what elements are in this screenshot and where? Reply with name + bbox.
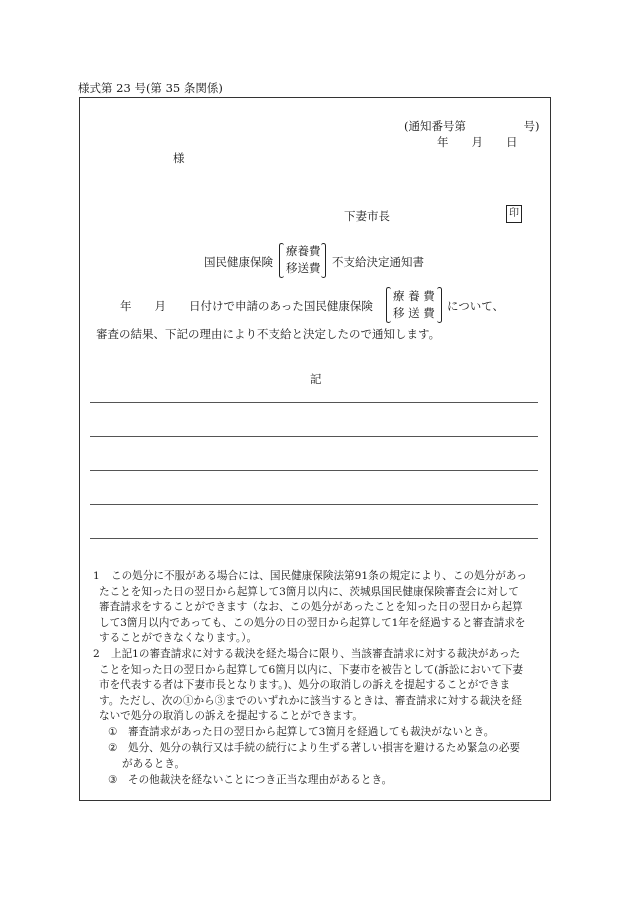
body-option: 療 養 費 (393, 289, 435, 303)
body-second-line: 審査の結果、下記の理由により不支給と決定したので通知します。 (96, 327, 441, 341)
note-line: この処分に不服がある場合には、国民健康保険法第91条の規定により、この処分があっ (111, 570, 527, 582)
title-option: 療養費 (286, 244, 321, 258)
subitem-text: 審査請求があった日の翌日から起算して3箇月を経過しても裁決がないとき。 (128, 726, 495, 738)
title-suffix: 不支給決定通知書 (332, 255, 424, 269)
title-left-bracket (279, 243, 284, 278)
date-line: 年 月 日 (437, 135, 518, 149)
note-line: ないで処分の取消しの訴えを提起することができます。 (99, 710, 363, 723)
reason-line (90, 436, 538, 437)
note-line: することができなくなります。）。 (99, 632, 258, 645)
note-line: ことを知った日の翌日から起算して6箇月以内に、下妻市を被告として(訴訟において下妻 (99, 663, 524, 676)
title-prefix: 国民健康保険 (204, 255, 273, 269)
body-suffix: について、 (447, 299, 505, 313)
body-option: 移 送 費 (393, 306, 435, 320)
addressee-honorific: 様 (173, 151, 185, 165)
reason-line (90, 470, 538, 471)
body-date-line: 年 月 日付けで申請のあった国民健康保険 (120, 299, 373, 313)
title-right-bracket (321, 243, 326, 278)
note-line: 市を代表する者は下妻市長となります。)、処分の取消しの訴えを提起することができま (99, 679, 511, 692)
note-line: たことを知った日の翌日から起算して3箇月以内に、茨城県国民健康保険審査会に対して (99, 585, 519, 598)
form-number-label: 様式第 23 号(第 35 条関係) (78, 81, 223, 95)
note-line: 上記1の審査請求に対する裁決を経た場合に限り、当該審査請求に対する裁決があった (111, 648, 521, 660)
subitem-mark: ③ (108, 774, 118, 786)
reason-line (90, 402, 538, 403)
subitem-text: その他裁決を経ないことにつき正当な理由があるとき。 (128, 774, 393, 786)
subitem-text: があるとき。 (122, 758, 186, 770)
reason-line (90, 538, 538, 539)
note-number: 1 (93, 570, 100, 582)
body-left-bracket (386, 287, 391, 323)
appeal-note-2 (93, 647, 548, 727)
seal-stamp: 印 (506, 205, 522, 223)
ki-heading: 記 (310, 372, 322, 386)
notice-number: (通知番号第 号) (404, 119, 540, 133)
reason-line (90, 504, 538, 505)
note-line: す。ただし、次の①から③までのいずれかに該当するときは、審査請求に対する裁決を経 (99, 694, 522, 707)
note-line: して3箇月以内であっても、この処分の日の翌日から起算して1年を経過すると審査請求を (99, 616, 526, 629)
subitem-text: 処分、処分の執行又は手続の続行により生ずる著しい損害を避けるため緊急の必要 (128, 742, 520, 754)
title-option: 移送費 (286, 261, 321, 275)
subitem-mark: ② (108, 742, 118, 754)
note-number: 2 (93, 648, 100, 660)
body-right-bracket (437, 287, 442, 323)
subitem-mark: ① (108, 726, 118, 738)
issuer-name: 下妻市長 (344, 209, 390, 223)
appeal-note-1 (93, 569, 548, 649)
note-line: 審査請求をすることができます（なお、この処分があったことを知った日の翌日から起算 (99, 601, 523, 614)
